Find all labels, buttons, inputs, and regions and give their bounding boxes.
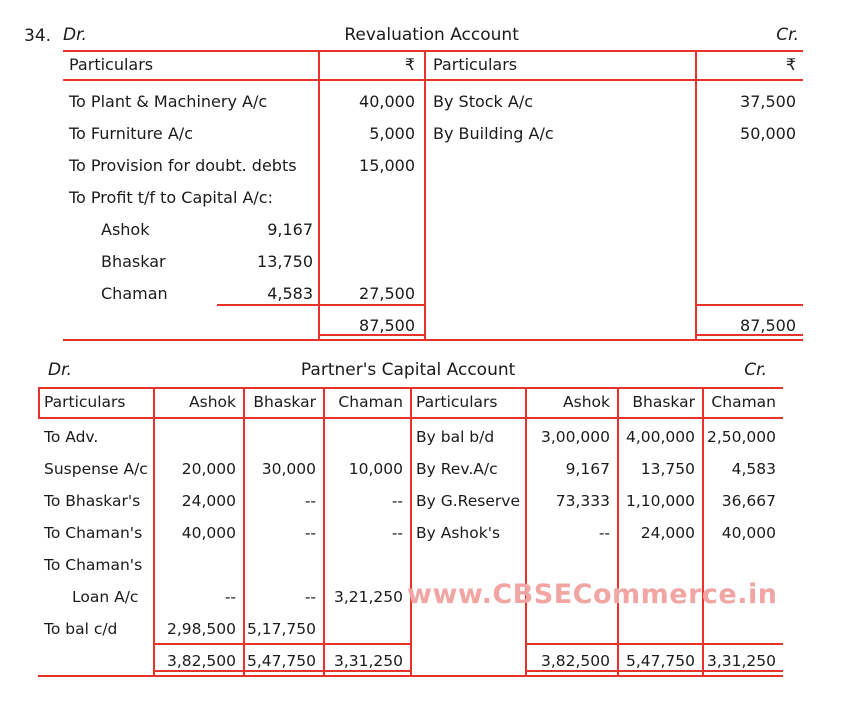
partner-name: Bhaskar — [101, 251, 166, 271]
credit-particulars: By Rev.A/c — [416, 460, 498, 478]
debit-amount: 15,000 — [359, 155, 415, 175]
t1-credit-rupee-header: ₹ — [785, 55, 796, 74]
t2-total-row — [38, 645, 783, 677]
debit-total: 87,500 — [359, 315, 415, 335]
t2-credit-bhaskar-header: Bhaskar — [632, 393, 695, 411]
t2-credit-ashok-header: Ashok — [563, 393, 610, 411]
debit-ashok: 24,000 — [181, 492, 236, 510]
t2-row — [38, 549, 783, 581]
credit-chaman: 4,583 — [731, 460, 776, 478]
debit-particulars: To Furniture A/c — [69, 123, 193, 143]
credit-particulars: By G.Reserve — [416, 492, 520, 510]
credit-bhaskar: 24,000 — [640, 524, 695, 542]
question-number: 34. — [24, 26, 52, 46]
debit-amount: 40,000 — [359, 91, 415, 111]
capital-cr-label: Cr. — [744, 360, 767, 380]
credit-bhaskar: 13,750 — [640, 460, 695, 478]
credit-total: 87,500 — [740, 315, 796, 335]
t1-debit-rupee-header: ₹ — [404, 55, 415, 74]
revaluation-account-heading — [63, 25, 803, 45]
credit-ashok: 9,167 — [565, 460, 610, 478]
debit-chaman: -- — [391, 524, 403, 542]
partner-share-amount: 9,167 — [267, 219, 313, 239]
capital-account-title: Partner's Capital Account — [300, 360, 516, 380]
debit-bhaskar: -- — [304, 524, 316, 542]
t1-credit-particulars-header: Particulars — [433, 55, 518, 74]
t2-row — [38, 485, 783, 517]
t2-debit-chaman-header: Chaman — [338, 393, 403, 411]
t2-debit-bhaskar-header: Bhaskar — [253, 393, 316, 411]
debit-ashok: -- — [224, 588, 236, 606]
debit-ashok: 40,000 — [181, 524, 236, 542]
t2-header-row — [38, 387, 783, 417]
t2-debit-particulars-header: Particulars — [44, 393, 126, 411]
debit-chaman: -- — [391, 492, 403, 510]
partner-name: Ashok — [101, 219, 150, 239]
debit-ashok-total: 3,82,500 — [166, 652, 236, 670]
debit-particulars: To Adv. — [44, 428, 99, 446]
t2-row — [38, 517, 783, 549]
debit-particulars: To Bhaskar's — [44, 492, 141, 510]
t1-row — [63, 245, 803, 277]
debit-bhaskar: 5,17,750 — [246, 620, 316, 638]
debit-chaman: 3,21,250 — [333, 588, 403, 606]
credit-ashok: 3,00,000 — [540, 428, 610, 446]
credit-ashok: -- — [598, 524, 610, 542]
debit-bhaskar: 30,000 — [261, 460, 316, 478]
partner-name: Chaman — [101, 283, 168, 303]
debit-bhaskar: -- — [304, 492, 316, 510]
debit-bhaskar: -- — [304, 588, 316, 606]
debit-ashok: 20,000 — [181, 460, 236, 478]
credit-particulars: By Stock A/c — [433, 91, 534, 111]
t1-row — [63, 85, 803, 117]
debit-particulars: To Chaman's — [44, 556, 143, 574]
t2-row — [38, 453, 783, 485]
debit-amount: 27,500 — [359, 283, 415, 303]
t2-row — [38, 421, 783, 453]
revaluation-dr-label: Dr. — [63, 25, 87, 45]
credit-bhaskar-total: 5,47,750 — [625, 652, 695, 670]
credit-amount: 37,500 — [740, 91, 796, 111]
debit-bhaskar-total: 5,47,750 — [246, 652, 316, 670]
site-watermark: www.CBSECommerce.in — [407, 579, 778, 610]
t1-header-row — [63, 50, 803, 79]
t1-row — [63, 181, 803, 213]
t2-credit-particulars-header: Particulars — [416, 393, 498, 411]
capital-table — [38, 387, 783, 679]
credit-bhaskar: 1,10,000 — [625, 492, 695, 510]
debit-chaman: 10,000 — [348, 460, 403, 478]
credit-ashok-total: 3,82,500 — [540, 652, 610, 670]
credit-particulars: By Ashok's — [416, 524, 501, 542]
debit-particulars: Loan A/c — [72, 588, 139, 606]
revaluation-cr-label: Cr. — [776, 25, 799, 45]
t2-credit-chaman-header: Chaman — [711, 393, 776, 411]
debit-particulars: To Provision for doubt. debts — [69, 155, 297, 175]
credit-particulars: By bal b/d — [416, 428, 495, 446]
partner-share-amount: 13,750 — [257, 251, 313, 271]
debit-chaman-total: 3,31,250 — [333, 652, 403, 670]
debit-particulars: To Profit t/f to Capital A/c: — [69, 187, 273, 207]
debit-amount: 5,000 — [369, 123, 415, 143]
credit-amount: 50,000 — [740, 123, 796, 143]
revaluation-table — [63, 50, 803, 343]
t1-row — [63, 213, 803, 245]
debit-particulars: To Chaman's — [44, 524, 143, 542]
credit-chaman: 40,000 — [721, 524, 776, 542]
credit-particulars: By Building A/c — [433, 123, 554, 143]
t1-row — [63, 117, 803, 149]
t1-total-row — [63, 309, 803, 341]
t2-debit-ashok-header: Ashok — [189, 393, 236, 411]
credit-bhaskar: 4,00,000 — [625, 428, 695, 446]
credit-chaman: 36,667 — [721, 492, 776, 510]
capital-account-heading — [38, 360, 783, 380]
credit-ashok: 73,333 — [555, 492, 610, 510]
debit-particulars: To bal c/d — [44, 620, 118, 638]
debit-ashok: 2,98,500 — [166, 620, 236, 638]
t1-row — [63, 277, 803, 309]
debit-particulars: Suspense A/c — [44, 460, 148, 478]
t2-row — [38, 613, 783, 645]
t1-header-rule — [63, 79, 803, 81]
credit-chaman-total: 3,31,250 — [706, 652, 776, 670]
partner-share-amount: 4,583 — [267, 283, 313, 303]
t1-row — [63, 149, 803, 181]
credit-chaman: 2,50,000 — [706, 428, 776, 446]
capital-dr-label: Dr. — [48, 360, 72, 380]
t1-debit-particulars-header: Particulars — [69, 55, 154, 74]
revaluation-account-title: Revaluation Account — [344, 25, 519, 45]
debit-particulars: To Plant & Machinery A/c — [69, 91, 268, 111]
